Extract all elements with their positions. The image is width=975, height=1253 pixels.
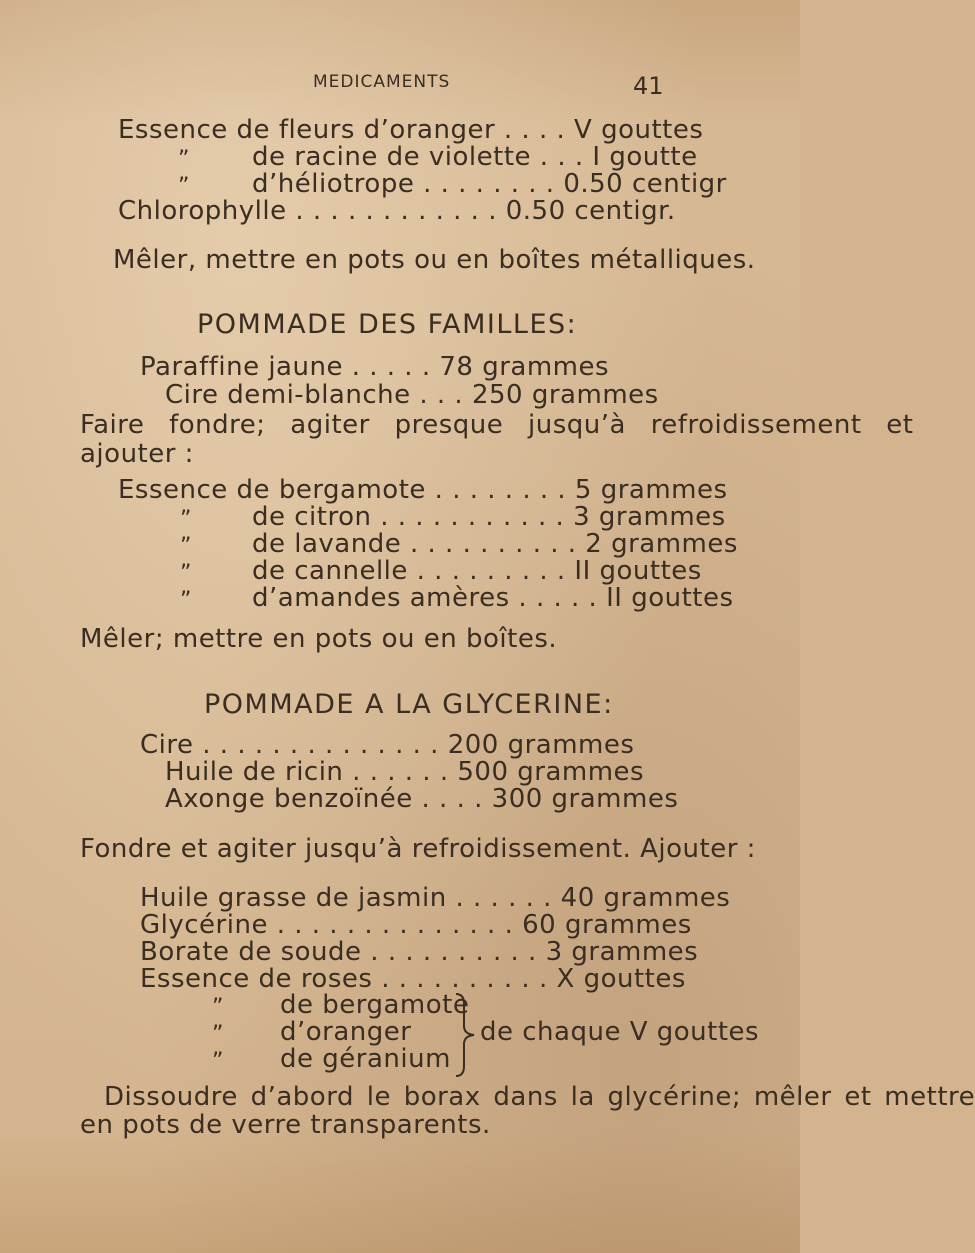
ingredient-name: Cire: [140, 730, 194, 760]
instruction-text: Mêler; mettre en pots ou en boîtes.: [80, 624, 558, 654]
recipe-line: [140, 730, 634, 760]
ingredient-quantity: 0.50 centigr.: [505, 196, 676, 226]
instruction-text: ajouter :: [80, 439, 194, 469]
ingredient-name: de citron: [252, 502, 372, 532]
ingredient-name: Chlorophylle: [118, 196, 287, 226]
recipe-line: [252, 142, 698, 172]
leader-dots: . . . . . . . . . . . .: [286, 196, 506, 226]
ingredient-name: Huile grasse de jasmin: [140, 883, 447, 913]
instruction-text: Mêler, mettre en pots ou en boîtes métalliques.: [113, 245, 756, 275]
ingredient-name: d’oranger: [280, 1017, 412, 1047]
leader-dots: . . . . . . . . . .: [401, 529, 586, 559]
ingredient-name: d’héliotrope: [252, 169, 415, 199]
instruction-text: Faire fondre; agiter presque jusqu’à refroidissement et: [80, 410, 914, 440]
leader-dots: . . . . . .: [446, 883, 561, 913]
ingredient-quantity: 2 grammes: [585, 529, 738, 559]
ditto-mark: ”: [178, 174, 190, 199]
recipe-line: [118, 475, 728, 505]
recipe-line: [252, 583, 734, 613]
recipe-line: [252, 169, 727, 199]
ditto-mark: ”: [180, 561, 192, 586]
page-number: 41: [633, 72, 664, 100]
leader-dots: . . . . . . . . . .: [372, 964, 557, 994]
ditto-mark: ”: [212, 1049, 224, 1074]
recipe-line: [140, 883, 730, 913]
ingredient-name: d’amandes amères: [252, 583, 510, 613]
ingredient-quantity: 40 grammes: [560, 883, 731, 913]
recipe-line: [140, 910, 692, 940]
ingredient-quantity: X gouttes: [556, 964, 686, 994]
recipe-line: [252, 502, 726, 532]
ingredient-quantity: 3 grammes: [545, 937, 699, 967]
recipe-line: [118, 115, 703, 145]
leader-dots: . . . . . . . . .: [407, 556, 575, 586]
ditto-mark: ”: [180, 534, 192, 559]
leader-dots: . . . . . .: [343, 757, 458, 787]
recipe-line: [140, 937, 698, 967]
ingredient-quantity: 60 grammes: [522, 910, 692, 940]
ditto-mark: ”: [180, 588, 192, 613]
leader-dots: . . . . . . . .: [425, 475, 575, 505]
ditto-mark: ”: [178, 147, 190, 172]
recipe-line: [118, 196, 676, 226]
instruction-text: Dissoudre d’abord le borax dans la glycérine; mêler et mettre: [104, 1082, 975, 1112]
ingredient-quantity: I goutte: [592, 142, 698, 172]
braced-quantity: de chaque V gouttes: [480, 1017, 760, 1047]
ingredient-quantity: 78 grammes: [439, 352, 610, 382]
ingredient-name: Essence de fleurs d’oranger: [118, 115, 496, 145]
ingredient-name: Huile de ricin: [165, 757, 344, 787]
recipe-line: [165, 380, 659, 410]
leader-dots: . . . . . . . . . . .: [371, 502, 574, 532]
instruction-text: Fondre et agiter jusqu’à refroidissement. Ajouter :: [80, 834, 756, 864]
recipe-line: [165, 757, 644, 787]
ingredient-quantity: V gouttes: [574, 115, 704, 145]
ingredient-quantity: 3 grammes: [573, 502, 726, 532]
ditto-mark: ”: [212, 995, 224, 1020]
leader-dots: . . .: [410, 380, 472, 410]
ingredient-quantity: II gouttes: [606, 583, 734, 613]
ingredient-name: Paraffine jaune: [140, 352, 343, 382]
ingredient-name: Axonge benzoïnée: [165, 784, 413, 814]
ingredient-name: de racine de violette: [252, 142, 532, 172]
ingredient-name: Glycérine: [140, 910, 268, 940]
leader-dots: . . . . .: [342, 352, 440, 382]
ingredient-quantity: 500 grammes: [457, 757, 645, 787]
ingredient-name: de lavande: [252, 529, 402, 559]
recipe-line: [165, 784, 678, 814]
ingredient-name: Cire demi-blanche: [165, 380, 411, 410]
recipe-line: [252, 556, 702, 586]
ingredient-quantity: II gouttes: [574, 556, 702, 586]
ditto-mark: ”: [180, 507, 192, 532]
leader-dots: . . . . . . . . . . . . . .: [193, 730, 448, 760]
instruction-text: en pots de verre transparents.: [80, 1110, 491, 1140]
leader-dots: . . .: [531, 142, 593, 172]
ingredient-name: de géranium: [280, 1044, 451, 1074]
ingredient-quantity: 250 grammes: [471, 380, 659, 410]
recipe-line: [140, 352, 609, 382]
ingredient-name: Borate de soude: [140, 937, 362, 967]
ingredient-quantity: 0.50 centigr: [563, 169, 727, 199]
ingredient-name: de bergamote: [280, 990, 470, 1020]
running-title: MEDICAMENTS: [313, 72, 451, 92]
leader-dots: . . . . . . . . . .: [361, 937, 546, 967]
ingredient-name: Essence de bergamote: [118, 475, 426, 505]
recipe-line: [252, 529, 738, 559]
ingredient-name: Essence de roses: [140, 964, 373, 994]
recipe-title: POMMADE A LA GLYCERINE:: [204, 689, 614, 720]
leader-dots: . . . . . . . . . . . . . .: [267, 910, 523, 940]
recipe-title: POMMADE DES FAMILLES:: [197, 309, 578, 340]
ingredient-quantity: 300 grammes: [491, 784, 679, 814]
leader-dots: . . . . .: [509, 583, 607, 613]
ingredient-name: de cannelle: [252, 556, 408, 586]
leader-dots: . . . .: [495, 115, 575, 145]
leader-dots: . . . . . . . .: [414, 169, 564, 199]
leader-dots: . . . .: [412, 784, 492, 814]
ingredient-quantity: 5 grammes: [574, 475, 728, 505]
ingredient-quantity: 200 grammes: [447, 730, 635, 760]
ditto-mark: ”: [212, 1022, 224, 1047]
